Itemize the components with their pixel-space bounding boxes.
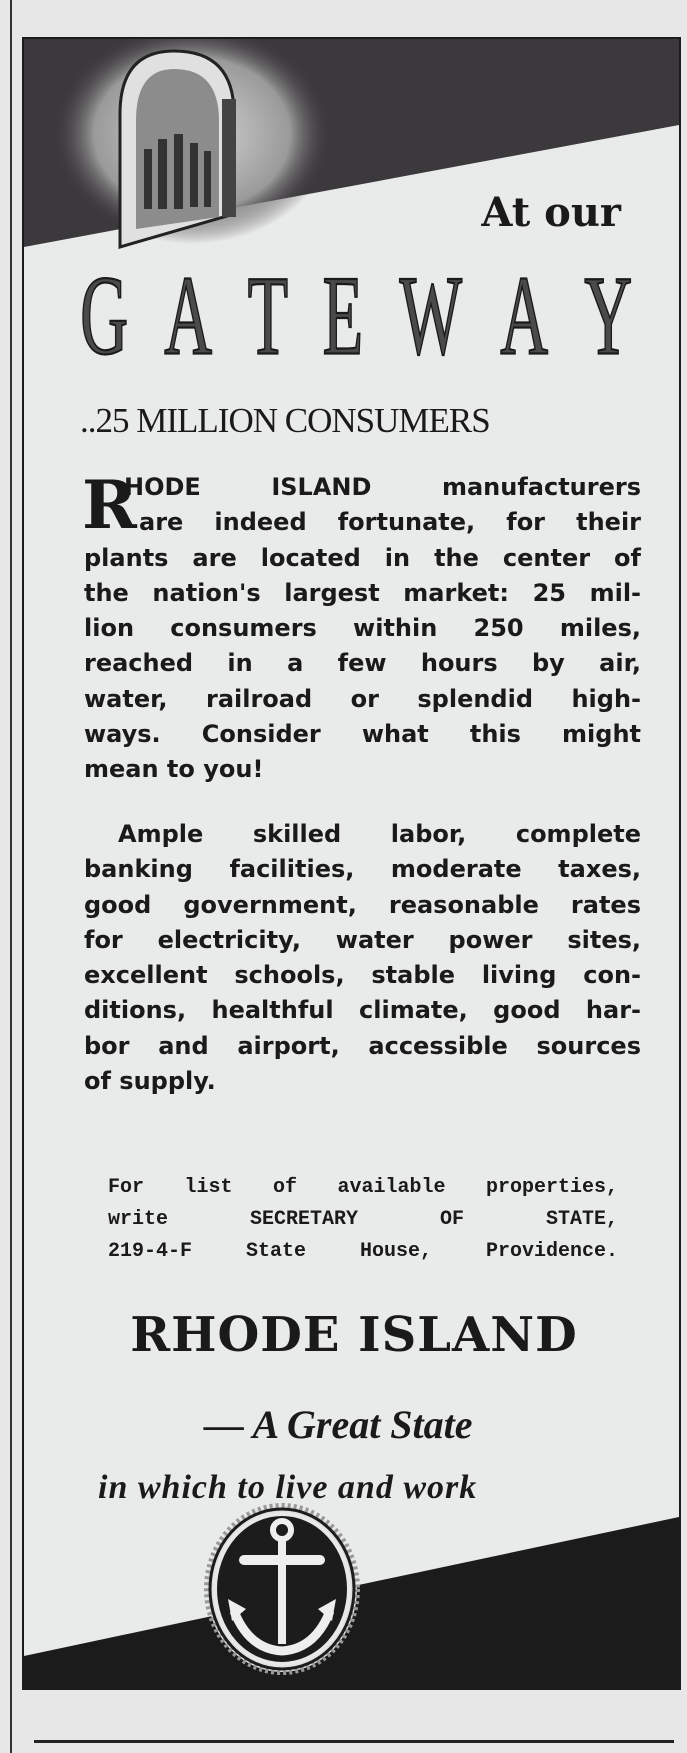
text-line: plants are located in the center of [84, 543, 641, 572]
text-line: ways. Consider what this might [84, 720, 641, 749]
contact-info [108, 1172, 618, 1268]
text-line: of supply. [84, 1067, 216, 1096]
drop-cap: R [82, 466, 137, 544]
state-name: RHODE ISLAND [130, 1307, 578, 1363]
text-line: bor and airport, accessible sources [84, 1031, 641, 1060]
text-line: the nation's largest market: 25 mil- [84, 578, 641, 607]
text-line: excellent schools, stable living con- [84, 961, 641, 990]
advertisement [22, 37, 681, 1690]
text-line: water, railroad or splendid high- [84, 684, 641, 713]
text-line: Ample skilled labor, complete [118, 820, 641, 848]
headline-gateway [76, 252, 636, 379]
contact-line: write SECRETARY OF STATE, [108, 1208, 618, 1231]
text-line: reached in a few hours by air, [84, 649, 641, 678]
left-margin-rule [10, 0, 12, 1753]
gateway-letter: A [499, 252, 548, 379]
gateway-letter: E [322, 252, 364, 379]
contact-line: 219-4-F State House, Providence. [108, 1240, 618, 1263]
text-line: for electricity, water power sites, [84, 925, 641, 954]
gateway-letter: T [247, 252, 288, 379]
text-line: lion consumers within 250 miles, [84, 614, 641, 643]
anchor-icon [210, 1509, 354, 1669]
body-paragraph-2 [84, 817, 641, 1099]
bottom-rule [34, 1740, 674, 1743]
text-line: good government, reasonable rates [84, 890, 641, 919]
headline-at-our: At our [481, 189, 621, 236]
gateway-letter: W [399, 252, 463, 379]
subheadline: ..25 MILLION CONSUMERS [80, 401, 490, 440]
gateway-letter: Y [583, 252, 632, 379]
tagline: in which to live and work [98, 1469, 478, 1506]
text-line: mean to you! [84, 755, 264, 784]
slogan: — A Great State [204, 1402, 473, 1447]
body-paragraph-1 [82, 466, 641, 788]
contact-line: For list of available properties, [108, 1176, 618, 1199]
text-line: banking facilities, moderate taxes, [84, 855, 641, 884]
gateway-letter: G [80, 252, 129, 379]
text-line: ditions, healthful climate, good har- [84, 996, 641, 1025]
text-line: HODE ISLAND manufacturers [124, 473, 641, 501]
gateway-letter: A [164, 252, 213, 379]
arch-side [222, 99, 236, 217]
text-line: are indeed fortunate, for their [139, 508, 641, 537]
